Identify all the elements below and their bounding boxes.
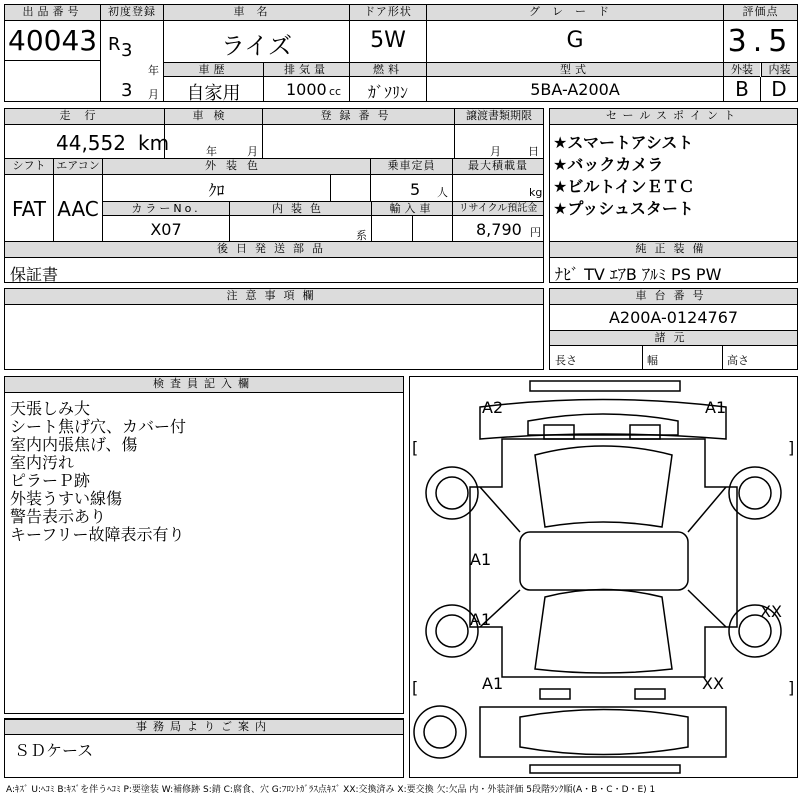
footer-legend: A:ｷｽﾞ U:ﾍｺﾐ B:ｷｽﾞを伴うﾍｺﾐ P:要塗装 W:補修跡 S:錆 C:腐食、穴 G:ﾌﾛﾝﾄｶﾞﾗｽ点ｷｽﾞ XX:交換済み X:要交換 欠:欠品 内・外装評価 5段階ﾗﾝｸ順(A・B・C・D・E) 1	[6, 785, 656, 795]
sales-point: ★ビルトインＥＴＣ	[553, 177, 695, 196]
mileage-label: 走行	[5, 109, 164, 125]
color-sub	[330, 175, 331, 201]
bracket-right: ]	[788, 438, 795, 457]
dims-div2	[722, 346, 723, 370]
reg-number-label: 登録番号	[263, 109, 454, 125]
model-label: 型式	[427, 63, 723, 77]
recycle-label: リサイクル預託金	[453, 202, 543, 216]
inspector-note: 警告表示あり	[10, 507, 107, 526]
inspector-note: 室内汚れ	[10, 453, 75, 472]
inspection-label: 車検	[165, 109, 262, 125]
lot-divider	[5, 60, 100, 61]
damage-mark: A1	[470, 610, 492, 629]
damage-mark: A1	[705, 398, 727, 417]
ext-label: 外装	[724, 63, 760, 77]
history-label: 車歴	[164, 63, 263, 77]
chassis-number: A200A-0124767	[608, 308, 739, 327]
lot-number-label: 出品番号	[5, 5, 100, 21]
shift: FAT	[11, 197, 46, 221]
inspector-note: キーフリー故障表示有り	[10, 525, 185, 544]
first-reg-label: 初度登録	[101, 5, 163, 21]
ac-label: エアコン	[54, 159, 102, 175]
genuine-label: 純正装備	[550, 242, 797, 258]
recycle-unit: 円	[530, 226, 541, 239]
reg-month-unit: 月	[148, 88, 159, 101]
damage-mark: A1	[470, 550, 492, 569]
dims-label: 諸元	[550, 330, 797, 346]
inspection-year-unit: 年	[206, 145, 217, 158]
inspector-note: ピラーＰ跡	[10, 471, 91, 490]
car-name: ライズ	[220, 32, 293, 60]
displacement-label: 排気量	[264, 63, 349, 77]
office-label: 事務局よりご案内	[5, 719, 403, 735]
reg-year-unit: 年	[148, 64, 159, 77]
reg-era: R	[108, 34, 121, 55]
import-label: 輸入車	[372, 202, 452, 216]
dims-div1	[642, 346, 643, 370]
displacement: 1000	[286, 80, 327, 99]
later-parts-label: 後日発送部品	[5, 242, 543, 258]
sales-point: ★スマートアシスト	[553, 133, 694, 152]
transfer-month-unit: 月	[490, 145, 501, 158]
inspector-note: 外装うすい線傷	[10, 489, 123, 508]
damage-mark: XX	[760, 602, 782, 621]
import-sub	[412, 216, 413, 241]
model: 5BA-A200A	[530, 80, 620, 99]
inspector-label: 検査員記入欄	[5, 377, 403, 393]
bracket-left: [	[412, 678, 419, 697]
displacement-unit: cc	[329, 85, 342, 98]
sales-point: ★プッシュスタート	[553, 199, 694, 218]
inspection-month-unit: 月	[247, 145, 258, 158]
capacity: 5	[410, 180, 421, 199]
history: 自家用	[186, 83, 241, 104]
fuel: ｶﾞｿﾘﾝ	[367, 83, 408, 102]
grade: G	[566, 28, 584, 53]
door-label: ドア形状	[350, 5, 426, 21]
load-label: 最大積載量	[453, 159, 543, 175]
reg-month: 3	[121, 80, 133, 101]
exterior-color: ｸﾛ	[208, 181, 225, 200]
genuine-equipment: ﾅﾋﾞ TV ｴｱB ｱﾙﾐ PS PW	[555, 265, 722, 284]
interior-color-label: 内装色	[230, 202, 371, 216]
load-unit: kg	[529, 186, 543, 199]
capacity-unit: 人	[437, 186, 448, 199]
recycle-fee: 8,790	[476, 220, 522, 239]
fuel-label: 燃料	[350, 63, 426, 77]
length-label: 長さ	[555, 354, 577, 367]
chassis-label: 車台番号	[550, 289, 797, 305]
damage-mark: A1	[482, 674, 504, 693]
transfer-day-unit: 日	[528, 145, 539, 158]
reg-year: 3	[121, 40, 133, 61]
grade-label: グレード	[427, 5, 723, 21]
inspector-note: 室内内張焦げ、傷	[10, 435, 138, 454]
bracket-right: ]	[788, 678, 795, 697]
notes-label: 注意事項欄	[5, 289, 543, 305]
int-grade: D	[771, 77, 787, 101]
sales-points-label: セールスポイント	[550, 109, 797, 125]
later-parts: 保証書	[10, 265, 59, 284]
inspector-note: 天張しみ大	[10, 399, 91, 418]
color-number: X07	[150, 220, 182, 239]
width-label: 幅	[647, 354, 658, 367]
damage-mark: A2	[482, 398, 504, 417]
height-label: 高さ	[727, 354, 749, 367]
car-diagram	[410, 377, 797, 777]
score-label: 評価点	[724, 5, 797, 21]
office-note: ＳＤケース	[14, 741, 94, 760]
mileage-unit: km	[138, 131, 170, 155]
score: 3.5	[727, 24, 794, 59]
shift-label: シフト	[5, 159, 53, 175]
door-type: 5W	[370, 28, 406, 53]
sales-point: ★バックカメラ	[553, 155, 664, 174]
car-name-label: 車名	[164, 5, 349, 21]
mileage: 44,552	[56, 131, 126, 155]
interior-color-unit: 系	[356, 229, 367, 242]
damage-mark: XX	[702, 674, 724, 693]
color-no-label: カラーNo.	[103, 202, 229, 216]
color-label: 外装色	[103, 159, 370, 175]
bracket-left: [	[412, 438, 419, 457]
ext-grade: B	[735, 77, 749, 101]
capacity-label: 乗車定員	[371, 159, 452, 175]
ac: AAC	[57, 197, 99, 221]
transfer-label: 譲渡書類期限	[455, 109, 543, 125]
lot-number: 40043	[8, 24, 98, 57]
int-label: 内装	[761, 63, 797, 77]
inspector-note: シート焦げ穴、カバー付	[10, 417, 187, 436]
